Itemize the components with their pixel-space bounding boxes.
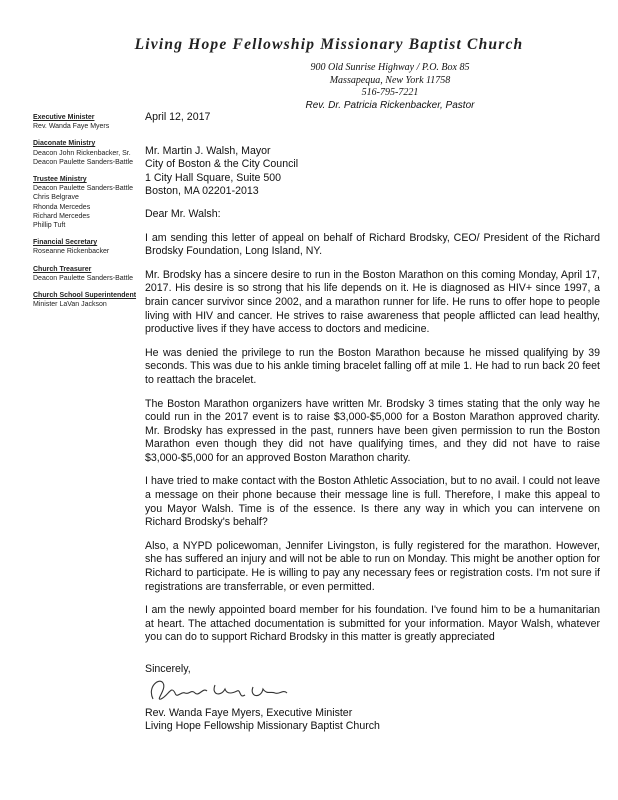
pastor: Rev. Dr. Patricia Rickenbacker, Pastor [305,99,475,111]
letterhead-address [280,62,500,112]
officer-title: Church Treasurer [33,265,92,273]
officer-name: Rev. Wanda Faye Myers [33,123,110,131]
paragraph: Mr. Brodsky has a sincere desire to run in the Boston Marathon on this coming Monday, April 17, 2017. His desire is so strong that his life depends on it. He is diagnosed as HIV+ since 1997, a brain cancer survivor since 2002, and a marathon runner for life. He runs to offer hope to people living with HIV and cancer. He strives to raise awareness that people afflicted can lead healthy, productive lives if they have access to doctors and medicine. [145,268,600,336]
officer-sidebar [33,113,143,317]
officer-group [33,265,143,283]
recipient-block [145,145,600,199]
officer-name: Roseanne Rickenbacker [33,248,110,256]
signer-organization: Living Hope Fellowship Missionary Baptist Church [145,720,380,733]
paragraph: I have tried to make contact with the Boston Athletic Association, but to no avail. I could not leave a message on their phone because their message line is full. Therefore, I make this appeal to you Mayor Walsh. Time is of the essence. Is there any way in which you can intervene on Richard Brodsky's behalf? [145,475,600,529]
officer-title: Trustee Ministry [33,176,87,184]
address-line: Massapequa, New York 11758 [329,74,451,86]
letter-body [145,111,600,734]
church-name: Living Hope Fellowship Missionary Baptist Church [134,36,524,53]
officer-title: Church School Superintendent [33,292,137,300]
officer-name: Richard Mercedes [33,212,90,220]
officer-name: Deacon Paulette Sanders-Battle [33,185,134,193]
officer-name: Deacon John Rickenbacker, Sr. [33,149,131,157]
signature-image [145,673,305,707]
signer-name: Rev. Wanda Faye Myers, Executive Minister [145,706,353,719]
paragraph: Also, a NYPD policewoman, Jennifer Livingston, is fully registered for the marathon. However, she has suffered an injury and will not be able to run on Monday. This might be another option for Richard to participate. He is willing to pay any necessary fees or registration costs. I'm not sure if registrations are transferrable, or even permitted. [145,539,600,593]
salutation: Dear Mr. Walsh: [145,207,221,220]
paragraph: He was denied the privilege to run the Boston Marathon because he missed qualifying by 39 seconds. This was due to his ankle timing bracelet falling off at mile 1. He had to run back 20 feet to reattach the bracelet. [145,346,600,386]
officer-name: Deacon Paulette Sanders-Battle [33,274,134,282]
officer-group [33,291,143,309]
paragraph: I am sending this letter of appeal on behalf of Richard Brodsky, CEO/ President of the Richard Brodsky Foundation, Long Island, NY. [145,231,600,258]
address-line: 900 Old Sunrise Highway / P.O. Box 85 [310,62,470,73]
recipient-line: City of Boston & the City Council [145,158,299,171]
officer-group [33,113,143,131]
closing: Sincerely, [145,663,191,675]
letter-date: April 12, 2017 [145,111,211,123]
officer-name: Rhonda Mercedes [33,203,91,211]
phone: 516-795-7221 [361,87,419,98]
officer-group [33,175,143,230]
signature [145,677,600,707]
paragraph: The Boston Marathon organizers have written Mr. Brodsky 3 times stating that the only way he could run in the 2017 event is to raise $3,000-$5,000 for a Boston Marathon approved charity. Mr. Brodsky has expressed in the past, runners have been given permission to run the Boston Marathon even though they did not have qualifying times, and they did not have to raise $3,000-$5,000 for an approved Boston Marathon charity. [145,397,600,464]
recipient-line: 1 City Hall Square, Suite 500 [145,171,282,184]
officer-name: Deacon Paulette Sanders-Battle [33,158,134,166]
officer-title: Executive Minister [33,114,95,121]
recipient-line: Mr. Martin J. Walsh, Mayor [145,144,271,157]
officer-name: Chris Belgrave [33,194,79,202]
recipient-line: Boston, MA 02201-2013 [145,185,259,198]
officer-title: Diaconate Ministry [33,140,96,148]
officer-group [33,139,143,167]
paragraph: I am the newly appointed board member for his foundation. I've found him to be a humanitarian at heart. The attached documentation is submitted for your information. Mayor Walsh, whatever you can do to support Richard Brodsky in this matter is greatly appreciated [145,604,600,644]
officer-title: Financial Secretary [33,239,98,247]
officer-name: Phillip Tuft [33,222,66,230]
officer-name: Minister LaVan Jackson [33,301,107,309]
officer-group [33,238,143,256]
